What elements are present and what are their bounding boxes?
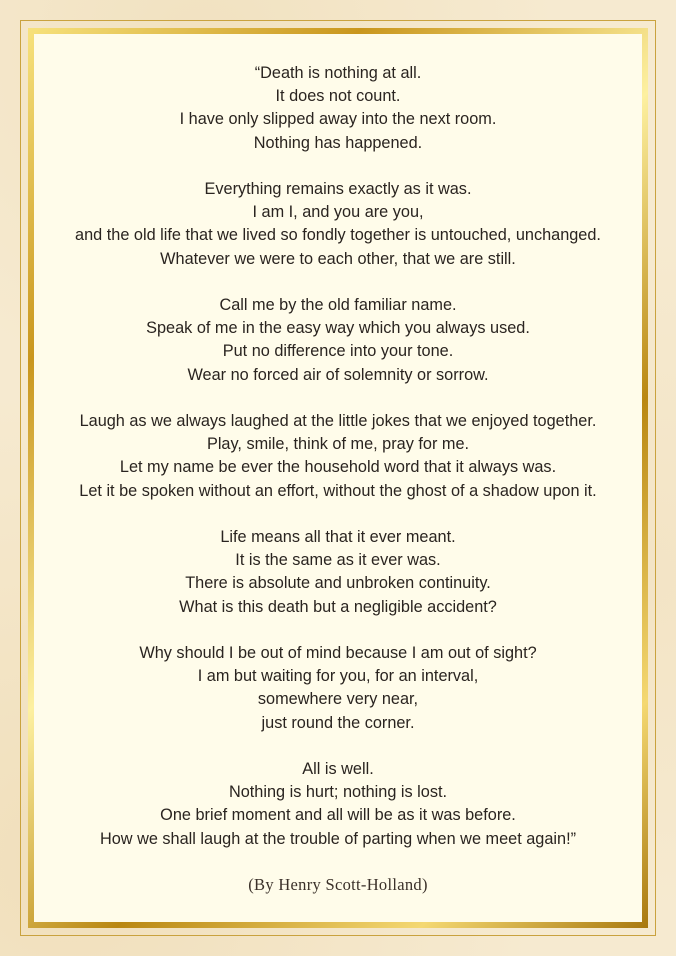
- poem-line: Whatever we were to each other, that we are still.: [160, 249, 516, 268]
- stanza: [4, 758, 672, 851]
- poem-line: just round the corner.: [261, 713, 415, 732]
- poem-line: There is absolute and unbroken continuity.: [185, 574, 491, 593]
- poem-line: It is the same as it ever was.: [235, 551, 441, 570]
- poem-line: Put no difference into your tone.: [222, 342, 454, 361]
- poem-line: somewhere very near,: [257, 690, 419, 709]
- poem-line: All is well.: [302, 760, 374, 778]
- poem-line: Play, smile, think of me, pray for me.: [206, 435, 470, 454]
- poem-line: “Death is nothing at all.: [254, 64, 422, 82]
- poem-card: [34, 34, 642, 922]
- stanza: [4, 62, 672, 155]
- poem-line: Nothing is hurt; nothing is lost.: [228, 783, 448, 802]
- stanza: [4, 178, 672, 271]
- poem-line: I am but waiting for you, for an interval,: [197, 667, 479, 686]
- poem-line: Speak of me in the easy way which you always used.: [146, 319, 530, 338]
- stanza: [4, 294, 672, 387]
- poem-line: Wear no forced air of solemnity or sorrow.: [187, 365, 489, 384]
- poem-attribution: (By Henry Scott-Holland): [248, 875, 428, 894]
- stanza: [4, 642, 672, 735]
- gold-frame: [28, 28, 648, 928]
- poem-line: Call me by the old familiar name.: [219, 296, 457, 314]
- poem-line: I have only slipped away into the next room.: [179, 110, 497, 129]
- poem-line: How we shall laugh at the trouble of parting when we meet again!”: [99, 829, 577, 848]
- stanza: [4, 410, 672, 503]
- poem-line: Let it be spoken without an effort, without the ghost of a shadow upon it.: [79, 481, 597, 500]
- stanza: [4, 526, 672, 619]
- poem-line: Everything remains exactly as it was.: [204, 180, 472, 198]
- poem-line: Nothing has happened.: [253, 133, 423, 152]
- poem-line: Let my name be ever the household word that it always was.: [119, 458, 557, 477]
- poem-line: and the old life that we lived so fondly together is untouched, unchanged.: [75, 226, 601, 245]
- poem-line: What is this death but a negligible accident?: [179, 597, 497, 616]
- poem-line: Laugh as we always laughed at the little jokes that we enjoyed together.: [79, 412, 597, 430]
- poem-line: It does not count.: [275, 87, 401, 106]
- poem-line: One brief moment and all will be as it was before.: [160, 806, 516, 825]
- poem-line: Life means all that it ever meant.: [220, 528, 456, 546]
- poem-line: I am I, and you are you,: [252, 203, 424, 222]
- poem-text: [4, 62, 672, 874]
- poem-line: Why should I be out of mind because I am out of sight?: [139, 644, 537, 662]
